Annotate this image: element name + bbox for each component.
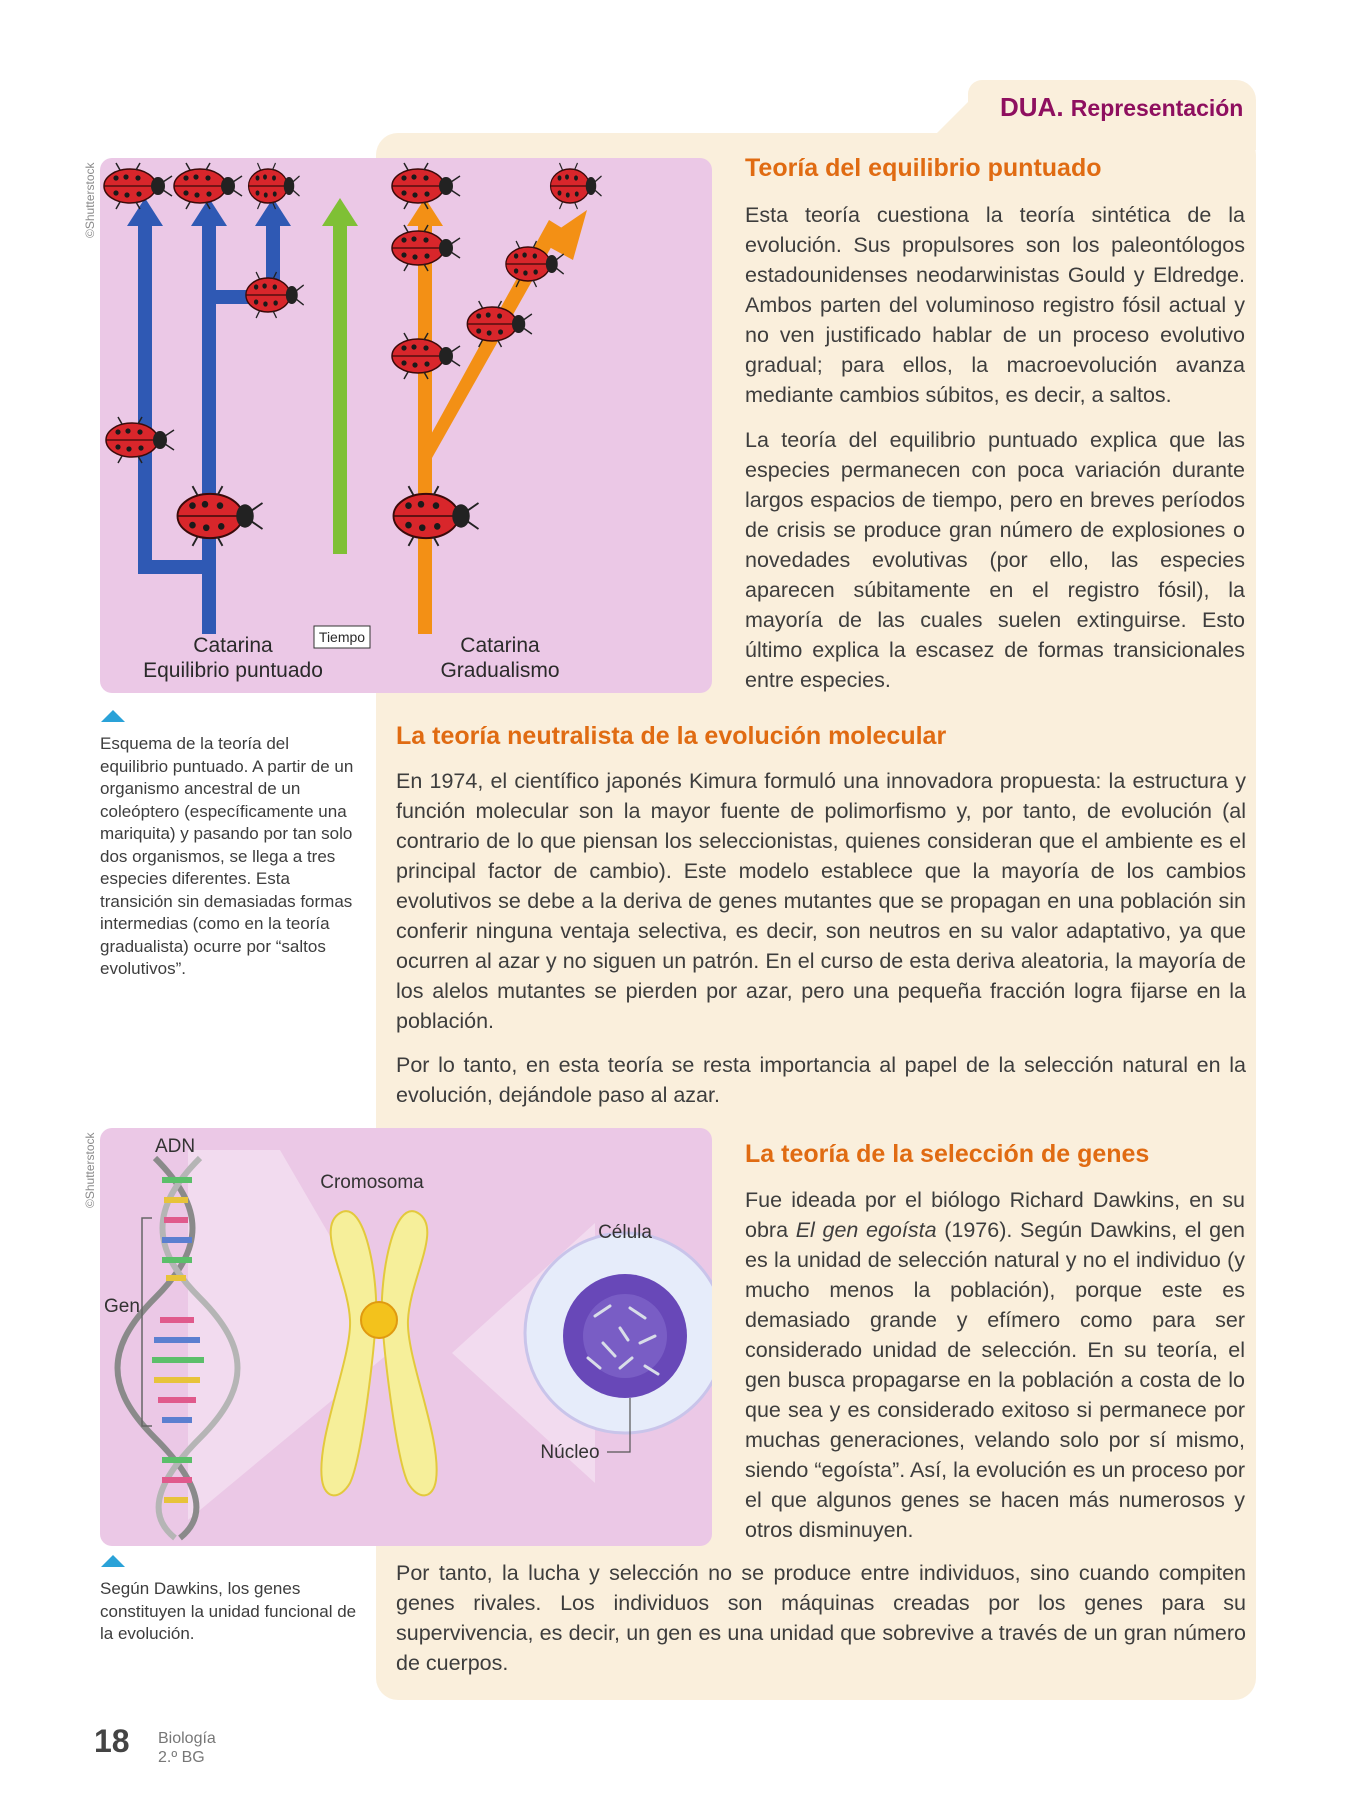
dua-strong: DUA. [1000, 92, 1064, 122]
orange-lineage-tree [407, 198, 587, 634]
dua-label [1000, 92, 1243, 123]
section-2-paragraph-2: Por lo tanto, en esta teoría se resta importancia al papel de la selección natural en la evolución, dejándole paso al azar. [396, 1053, 1246, 1107]
label-nucleo: Núcleo [540, 1442, 600, 1463]
section-1-paragraph-2: La teoría del equilibrio puntuado explica que las especies permanecen con poca variación durante largos espacios de tiempo, pero en breves períodos de crisis se produce gran número de explosiones o novedades evolutivas (por ello, las especies aparecen súbitamente en el registro fósil), la mayoría de las cuales suelen extinguirse. Esto último explica la escasez de formas transicionales entre especies. [745, 428, 1245, 692]
section-3-text-a: Fue ideada por el biólogo Richard Dawkins, en su obra [745, 1188, 1245, 1242]
caption-marker-2 [101, 1555, 125, 1567]
ladybug-icon [249, 163, 300, 209]
page-number: 18 [94, 1723, 130, 1759]
label-equilibrio: Equilibrio puntuado [143, 659, 323, 682]
time-arrow [322, 198, 358, 554]
ladybug-icon [178, 486, 263, 546]
ladybug-icon [246, 272, 304, 318]
caption-marker-1 [101, 710, 125, 722]
footer-subject: Biología [158, 1730, 216, 1747]
footer-grade: 2.º BG [158, 1749, 205, 1766]
section-title-seleccion-genes: La teoría de la selección de genes [745, 1140, 1150, 1168]
dua-rest: Representación [1070, 95, 1244, 121]
label-adn: ADN [155, 1136, 196, 1157]
section-title-equilibrio: Teoría del equilibrio puntuado [745, 154, 1102, 182]
cell [525, 1233, 712, 1433]
ladybug-icon [174, 163, 242, 209]
ladybug-icon [106, 417, 174, 463]
ladybug-icon [392, 333, 460, 379]
image-credit-2: ©Shutterstock [83, 1132, 97, 1208]
caption-2: Según Dawkins, los genes constituyen la unidad funcional de la evolución. [100, 1579, 357, 1643]
label-cromosoma: Cromosoma [320, 1172, 424, 1193]
label-tiempo: Tiempo [318, 629, 366, 645]
ladybug-icon [394, 486, 479, 546]
equilibrium-diagram [100, 158, 712, 693]
section-title-neutralista: La teoría neutralista de la evolución molecular [396, 722, 947, 750]
label-celula: Célula [598, 1222, 652, 1243]
section-3-paragraph-2: Por tanto, la lucha y selección no se produce entre individuos, sino cuando compiten genes rivales. Los individuos son máquinas creadas por los genes para su supervivencia, es decir, un gen es una unidad que sobrevive a través de un gran número de cuerpos. [396, 1561, 1246, 1675]
blue-lineage-tree [127, 198, 291, 634]
label-gradualismo: Gradualismo [440, 659, 560, 682]
caption-1: Esquema de la teoría del equilibrio puntuado. A partir de un organismo ancestral de un coleóptero (específicamente una mariquita) y pasando por tan solo dos organismos, se llega a tres especies diferentes. Esta transición sin demasiadas formas intermedias (como en la teoría gradualista) ocurre por “saltos evolutivos”. [100, 734, 354, 978]
label-catarina-right: Catarina [460, 634, 540, 657]
ladybug-icon [392, 163, 460, 209]
book-title: El gen egoísta [795, 1218, 937, 1242]
section-3-paragraph-1 [745, 1185, 1245, 1545]
section-2-paragraph-1: En 1974, el científico japonés Kimura formuló una innovadora propuesta: la estructura y función molecular son la mayor fuente de polimorfismo y, por tanto, de evolución (al contrario de lo que piensan los seleccionistas, quienes consideran que el ambiente es el principal factor de cambio). Este modelo establece que la mayoría de los cambios evolutivos se debe a la deriva de genes mutantes que se propagan en una población sin conferir ninguna ventaja selectiva, es decir, son neutros en su valor adaptativo, ya que ocurren al azar y no siguen un patrón. En el curso de esta deriva aleatoria, la mayoría de los alelos mutantes se pierden por azar, pero una pequeña fracción logra fijarse en la población. [396, 769, 1246, 1033]
ladybug-icon [104, 163, 172, 209]
gene-diagram [100, 1128, 712, 1546]
section-3-text-b: (1976). Según Dawkins, el gen es la unidad de selección natural y no el individuo (y mucho menos la población), porque este es demasiado grande y efímero como para ser considerado unidad de selección. En su teoría, el gen busca propagarse en la población a costa de lo que sea y es considerado exitoso si permanece por muchas generaciones, velando solo por sí mismo, siendo “egoísta”. Así, la evolución es un proceso por el que algunos genes se hacen más numerosos y otros disminuyen. [745, 1218, 1246, 1542]
ladybug-icon [392, 225, 460, 271]
ladybug-icon [467, 301, 532, 347]
label-catarina-left: Catarina [193, 634, 273, 657]
label-gen: Gen [104, 1296, 140, 1317]
ladybug-icon [551, 163, 602, 209]
image-credit-1: ©Shutterstock [83, 162, 97, 238]
section-1-paragraph-1: Esta teoría cuestiona la teoría sintética de la evolución. Sus propulsores son los paleontólogos estadounidenses neodarwinistas Gould y Eldredge. Ambos parten del voluminoso registro fósil actual y no ven justificado hablar de un proceso evolutivo gradual; para ellos, la macroevolución avanza mediante cambios súbitos, es decir, a saltos. [745, 203, 1245, 407]
